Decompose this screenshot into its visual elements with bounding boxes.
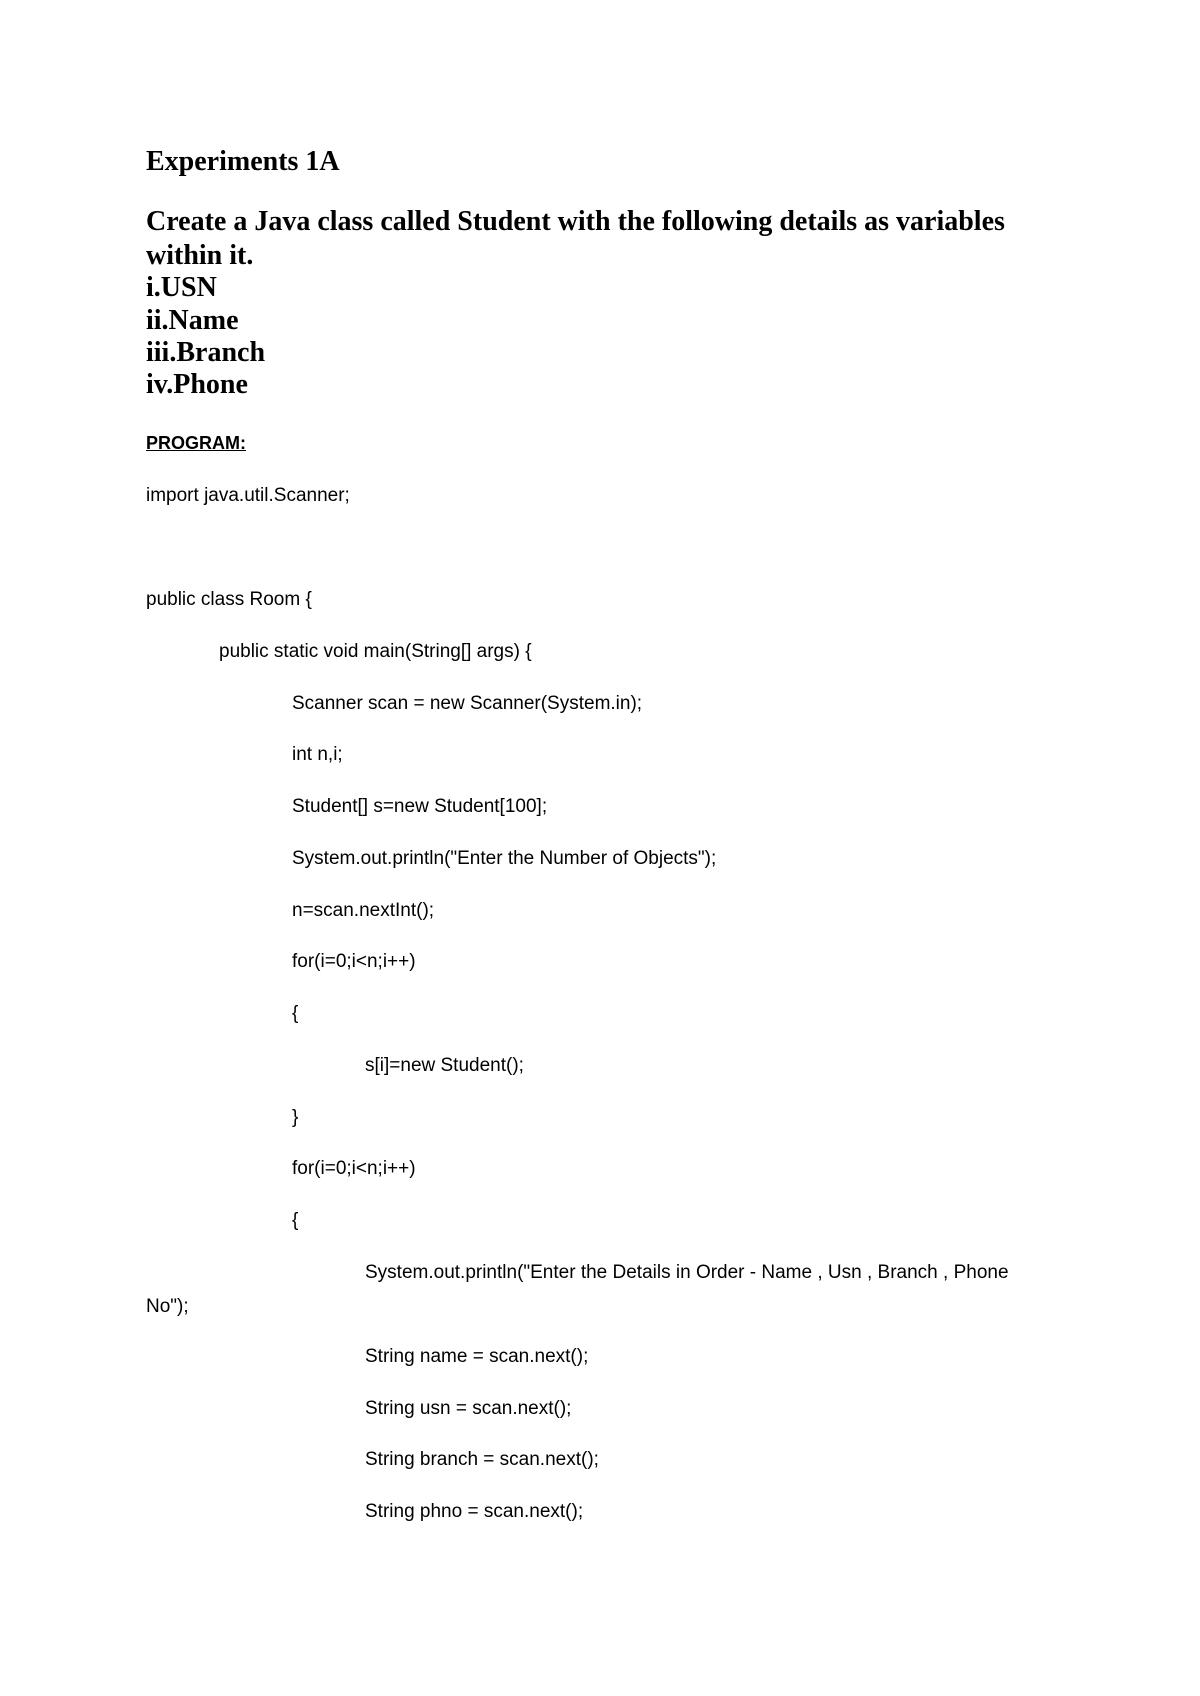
code-line: s[i]=new Student(); — [365, 1055, 524, 1076]
code-line: String usn = scan.next(); — [365, 1398, 572, 1419]
code-line: public static void main(String[] args) { — [219, 641, 532, 662]
program-label: PROGRAM: — [146, 433, 246, 453]
code-line: n=scan.nextInt(); — [292, 900, 435, 921]
code-line: { — [292, 1003, 299, 1024]
code-line: No"); — [146, 1296, 189, 1317]
variable-item-phone: iv.Phone — [146, 369, 248, 400]
code-line: int n,i; — [292, 744, 343, 765]
code-line: System.out.println("Enter the Number of Objects"); — [292, 848, 717, 869]
code-line: Student[] s=new Student[100]; — [292, 796, 548, 817]
variable-item-branch: iii.Branch — [146, 337, 266, 368]
task-description-line-1: Create a Java class called Student with the following details as variables — [146, 206, 1005, 237]
code-line: String branch = scan.next(); — [365, 1449, 599, 1470]
code-line: { — [292, 1210, 299, 1231]
code-line: for(i=0;i<n;i++) — [292, 1158, 416, 1179]
code-line: Scanner scan = new Scanner(System.in); — [292, 693, 643, 714]
code-line: for(i=0;i<n;i++) — [292, 951, 416, 972]
code-line: System.out.println("Enter the Details in Order - Name , Usn , Branch , Phone — [365, 1262, 1009, 1283]
code-line: } — [292, 1107, 299, 1128]
variable-item-usn: i.USN — [146, 272, 217, 303]
task-description-line-2: within it. — [146, 240, 254, 271]
code-line: String name = scan.next(); — [365, 1346, 589, 1367]
code-line: String phno = scan.next(); — [365, 1501, 584, 1522]
page-title: Experiments 1A — [146, 146, 340, 177]
code-line: import java.util.Scanner; — [146, 485, 350, 506]
variable-item-name: ii.Name — [146, 305, 239, 336]
code-line: public class Room { — [146, 589, 312, 610]
